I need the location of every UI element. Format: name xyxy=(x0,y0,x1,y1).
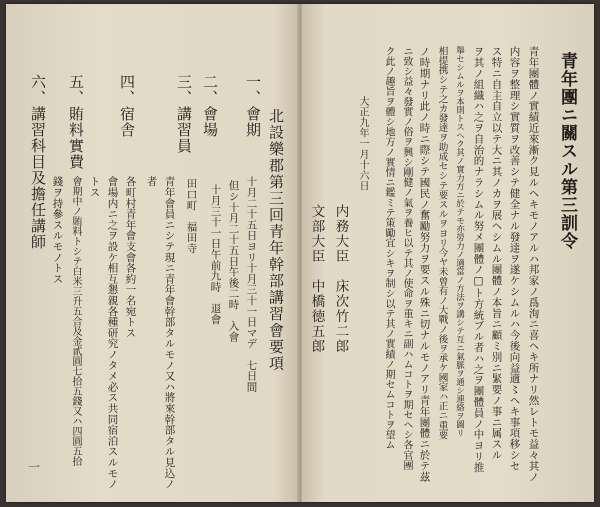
section-5-detail-2: 錢ヲ持參スルモノトス xyxy=(51,176,64,284)
section-4-detail-3: トス xyxy=(88,176,101,198)
section-2-detail-1: 田口町 福田寺 xyxy=(185,178,198,254)
body-line-2: 内容ヲ整理シ實質ヲ改善シテ健全ナル發達ヲ遂ケシムルハ今後向益適〻ヘキ事項移シセ xyxy=(508,46,521,472)
body-line-1: 青年團體ノ實績近來漸ク見ルヘキモノアルハ邦家ノ爲洵ニ喜ヘキ所ナリ然レトモ益々其ノ xyxy=(527,46,540,482)
section-3-detail-1: 青年會員ニシテ現ニ青年會幹部タルモノ又ハ將來幹部タル見込ノ xyxy=(163,176,176,490)
section-1-detail-1: 十月二十五日ヨリ十月三十一日マデ 七日間 xyxy=(245,176,258,392)
section-3-detail-2: 者 xyxy=(145,176,158,187)
page-number: 一 xyxy=(28,460,41,474)
section-1-label: 一、會期 xyxy=(244,74,262,138)
instruction-title: 青年團ニ關スル第三訓令 xyxy=(557,52,577,250)
body-line-3: ス特ニ自主自立以テ大ニ其ノカヲ展ヘシムル團體ノ本旨ニ顧ミ別ニ緊要ノ事ニ属スル xyxy=(490,46,503,461)
body-line-4: ヲ其ノ組織ハ之ヲ自治的ナラシムル努メ團體ノ□ト方統ブル者ハ之ヲ團體員ノ中ヨリ推 xyxy=(472,46,485,473)
section-1-detail-2: 但シ十月二十五日午後二時 入會 xyxy=(227,180,240,342)
section-1-detail-3: 十月三十一日午前九時 退會 xyxy=(209,184,222,325)
section-5-label: 五、賄料實費 xyxy=(67,74,85,170)
section-4-detail-1: 各町村青年會支會各約一名宛トス xyxy=(124,176,137,338)
body-line-9: ク此ノ趣旨ヲ體シ地方ノ實情ニ鑑ミテ策勵宜シキヲ制シ以テ其ノ實績ノ期セムコトヲ望ム xyxy=(383,46,394,450)
body-line-5: 舉セシムルヲ本則トスヘク其ノ實力方ニ於テモ亦勞力ノ適當ノ方法ヲ講シテ互ニ氣脈ヲ通シ連絡ヲ圖リ xyxy=(454,46,465,437)
open-book xyxy=(6,4,594,502)
signature-home-minister: 内務大臣 床次竹二郎 xyxy=(332,204,349,354)
section-6-label: 六、講習科目及擔任講師 xyxy=(29,74,47,250)
body-line-6: 相提携シテ之カ發達ヲ助成セシテ要スルヲヨリ今ヤ未曾有ノ大戰ノ後ヲ承ケ國家ハ正ニ重要 xyxy=(436,46,448,440)
section-5-detail-1: 會期中ノ賄料トシテ白米三升五合及金貳圓七拾五錢又ハ四圓五拾 xyxy=(70,176,81,466)
section-4-label: 四、宿舎 xyxy=(118,74,136,138)
section-4-detail-2: 會場内ニ之ヲ設ケ相互懇親各種研究ノタメ必ス共同宿泊スルモノ xyxy=(106,176,119,490)
gathering-heading: 北設樂郡第三回青年幹部講習會要項 xyxy=(267,108,285,372)
signature-education-minister: 文部大臣 中橋徳五郎 xyxy=(308,204,325,354)
instruction-date: 大正九年一月十六日 xyxy=(357,96,368,192)
body-line-7: ノ時期ナリ此ノ時ニ際シテ國民ノ奮勵努力ヲ要スル殊ニ切ナルモノアリ青年團體ニ於テ茲 xyxy=(418,46,431,482)
body-line-8: ニ致シ益々發實ノ俗ヲ興シ剛健ノ氣ヲ養ヒ以テ其ノ使命ヲ重キニ副ハムコトヲ期セヘシ各官團 xyxy=(401,46,412,471)
section-2-label: 二、會場 xyxy=(201,74,219,138)
section-3-label: 三、講習員 xyxy=(175,74,193,154)
